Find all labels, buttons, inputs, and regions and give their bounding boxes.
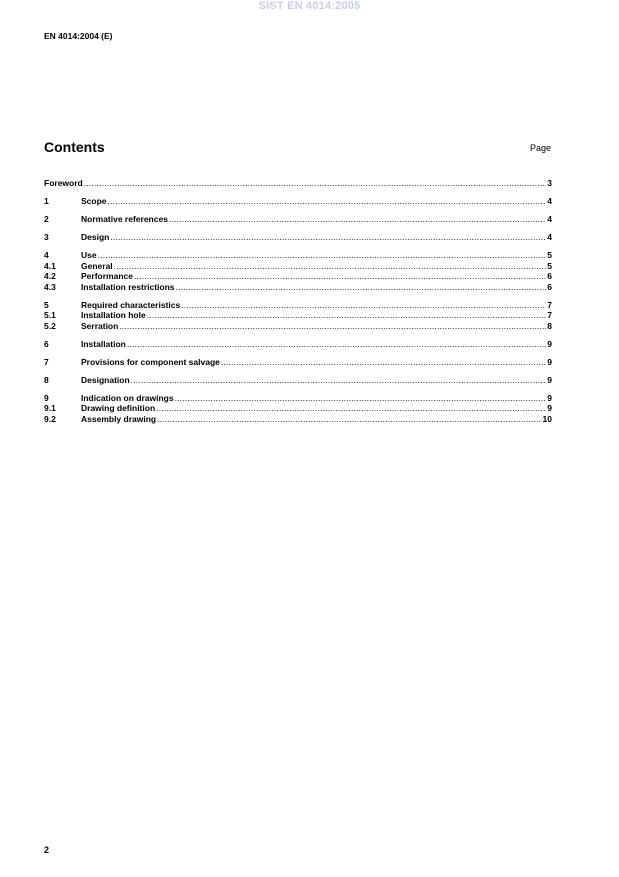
toc-entry-page: 4 bbox=[547, 196, 552, 206]
table-of-contents bbox=[44, 178, 552, 424]
dot-leader bbox=[110, 232, 546, 243]
dot-leader bbox=[98, 250, 547, 261]
toc-entry-page: 4 bbox=[547, 232, 552, 242]
toc-entry-page: 9 bbox=[547, 338, 552, 349]
dot-leader bbox=[176, 282, 547, 293]
toc-entry-title: Installation bbox=[81, 338, 126, 349]
toc-entry-assembly-drawing[interactable] bbox=[44, 414, 552, 425]
toc-entry-page: 7 bbox=[547, 310, 552, 320]
toc-entry-page: 9 bbox=[547, 356, 552, 367]
toc-entry-page: 5 bbox=[547, 250, 552, 260]
toc-entry-page: 9 bbox=[547, 403, 552, 413]
toc-entry-installation-hole[interactable] bbox=[44, 310, 552, 321]
toc-entry-indication-on-drawings[interactable] bbox=[44, 393, 552, 404]
toc-entry-title: Normative references bbox=[81, 214, 168, 224]
toc-entry-title: Design bbox=[81, 232, 110, 242]
toc-entry-title: Indication on drawings bbox=[81, 392, 174, 403]
toc-entry-number: 1 bbox=[44, 196, 49, 206]
toc-entry-page: 8 bbox=[547, 320, 552, 331]
toc-entry-page: 10 bbox=[542, 413, 552, 424]
toc-entry-number: 2 bbox=[44, 214, 49, 224]
toc-entry-title: Foreword bbox=[44, 178, 83, 188]
dot-leader bbox=[156, 403, 546, 414]
dot-leader bbox=[175, 393, 547, 404]
dot-leader bbox=[131, 375, 547, 386]
watermark: SIST EN 4014:2005 bbox=[258, 0, 361, 12]
dot-leader bbox=[221, 357, 546, 368]
toc-entry-number: 5.1 bbox=[44, 310, 56, 320]
toc-entry-title: Assembly drawing bbox=[81, 413, 157, 424]
toc-entry-number: 4.3 bbox=[44, 281, 56, 292]
toc-entry-title: Required characteristics bbox=[81, 299, 181, 310]
toc-entry-title: Performance bbox=[81, 271, 133, 281]
toc-entry-number: 4 bbox=[44, 250, 49, 260]
toc-entry-normative-references[interactable] bbox=[44, 214, 552, 225]
dot-leader bbox=[169, 214, 546, 225]
dot-leader bbox=[157, 414, 541, 425]
toc-entry-page: 9 bbox=[547, 374, 552, 385]
toc-entry-page: 6 bbox=[547, 281, 552, 292]
dot-leader bbox=[84, 178, 547, 189]
toc-entry-title: Installation restrictions bbox=[81, 281, 175, 292]
toc-entry-title: Provisions for component salvage bbox=[81, 356, 220, 367]
toc-entry-number: 9 bbox=[44, 392, 49, 403]
toc-entry-scope[interactable] bbox=[44, 196, 552, 207]
dot-leader bbox=[119, 321, 546, 332]
toc-entry-page: 3 bbox=[547, 178, 552, 188]
toc-entry-title: Designation bbox=[81, 374, 130, 385]
dot-leader bbox=[114, 261, 547, 272]
toc-entry-number: 3 bbox=[44, 232, 49, 242]
dot-leader bbox=[134, 271, 546, 282]
document-id: EN 4014:2004 (E) bbox=[44, 31, 113, 41]
toc-entry-page: 4 bbox=[547, 214, 552, 224]
toc-entry-foreword[interactable] bbox=[44, 178, 552, 189]
toc-entry-required-characteristics[interactable] bbox=[44, 300, 552, 311]
toc-entry-page: 5 bbox=[547, 260, 552, 271]
toc-entry-title: Use bbox=[81, 250, 97, 260]
toc-entry-title: Serration bbox=[81, 320, 119, 331]
toc-entry-number: 7 bbox=[44, 356, 49, 367]
dot-leader bbox=[108, 196, 547, 207]
toc-entry-number: 9.1 bbox=[44, 403, 56, 413]
toc-entry-page: 9 bbox=[547, 392, 552, 403]
dot-leader bbox=[181, 300, 546, 311]
toc-entry-title: Installation hole bbox=[81, 310, 146, 320]
toc-entry-number: 4.2 bbox=[44, 271, 56, 281]
dot-leader bbox=[127, 339, 546, 350]
toc-entry-provisions-for-component-salvage[interactable] bbox=[44, 357, 552, 368]
toc-entry-number: 5.2 bbox=[44, 320, 56, 331]
toc-entry-design[interactable] bbox=[44, 232, 552, 243]
toc-entry-use[interactable] bbox=[44, 250, 552, 261]
toc-entry-number: 9.2 bbox=[44, 413, 56, 424]
toc-entry-number: 8 bbox=[44, 374, 49, 385]
page-column-label: Page bbox=[529, 143, 551, 153]
toc-entry-number: 5 bbox=[44, 299, 49, 310]
toc-entry-title: General bbox=[81, 260, 113, 271]
toc-entry-general[interactable] bbox=[44, 261, 552, 272]
toc-entry-page: 6 bbox=[547, 271, 552, 281]
toc-entry-installation[interactable] bbox=[44, 339, 552, 350]
toc-entry-serration[interactable] bbox=[44, 321, 552, 332]
toc-entry-installation-restrictions[interactable] bbox=[44, 282, 552, 293]
dot-leader bbox=[147, 310, 547, 321]
toc-entry-title: Scope bbox=[81, 196, 107, 206]
toc-entry-page: 7 bbox=[547, 299, 552, 310]
toc-entry-title: Drawing definition bbox=[81, 403, 156, 413]
page-number: 2 bbox=[44, 845, 50, 855]
toc-entry-performance[interactable] bbox=[44, 271, 552, 282]
toc-entry-drawing-definition[interactable] bbox=[44, 403, 552, 414]
toc-entry-designation[interactable] bbox=[44, 375, 552, 386]
toc-entry-number: 6 bbox=[44, 338, 49, 349]
contents-heading: Contents bbox=[44, 139, 105, 155]
toc-entry-number: 4.1 bbox=[44, 260, 56, 271]
